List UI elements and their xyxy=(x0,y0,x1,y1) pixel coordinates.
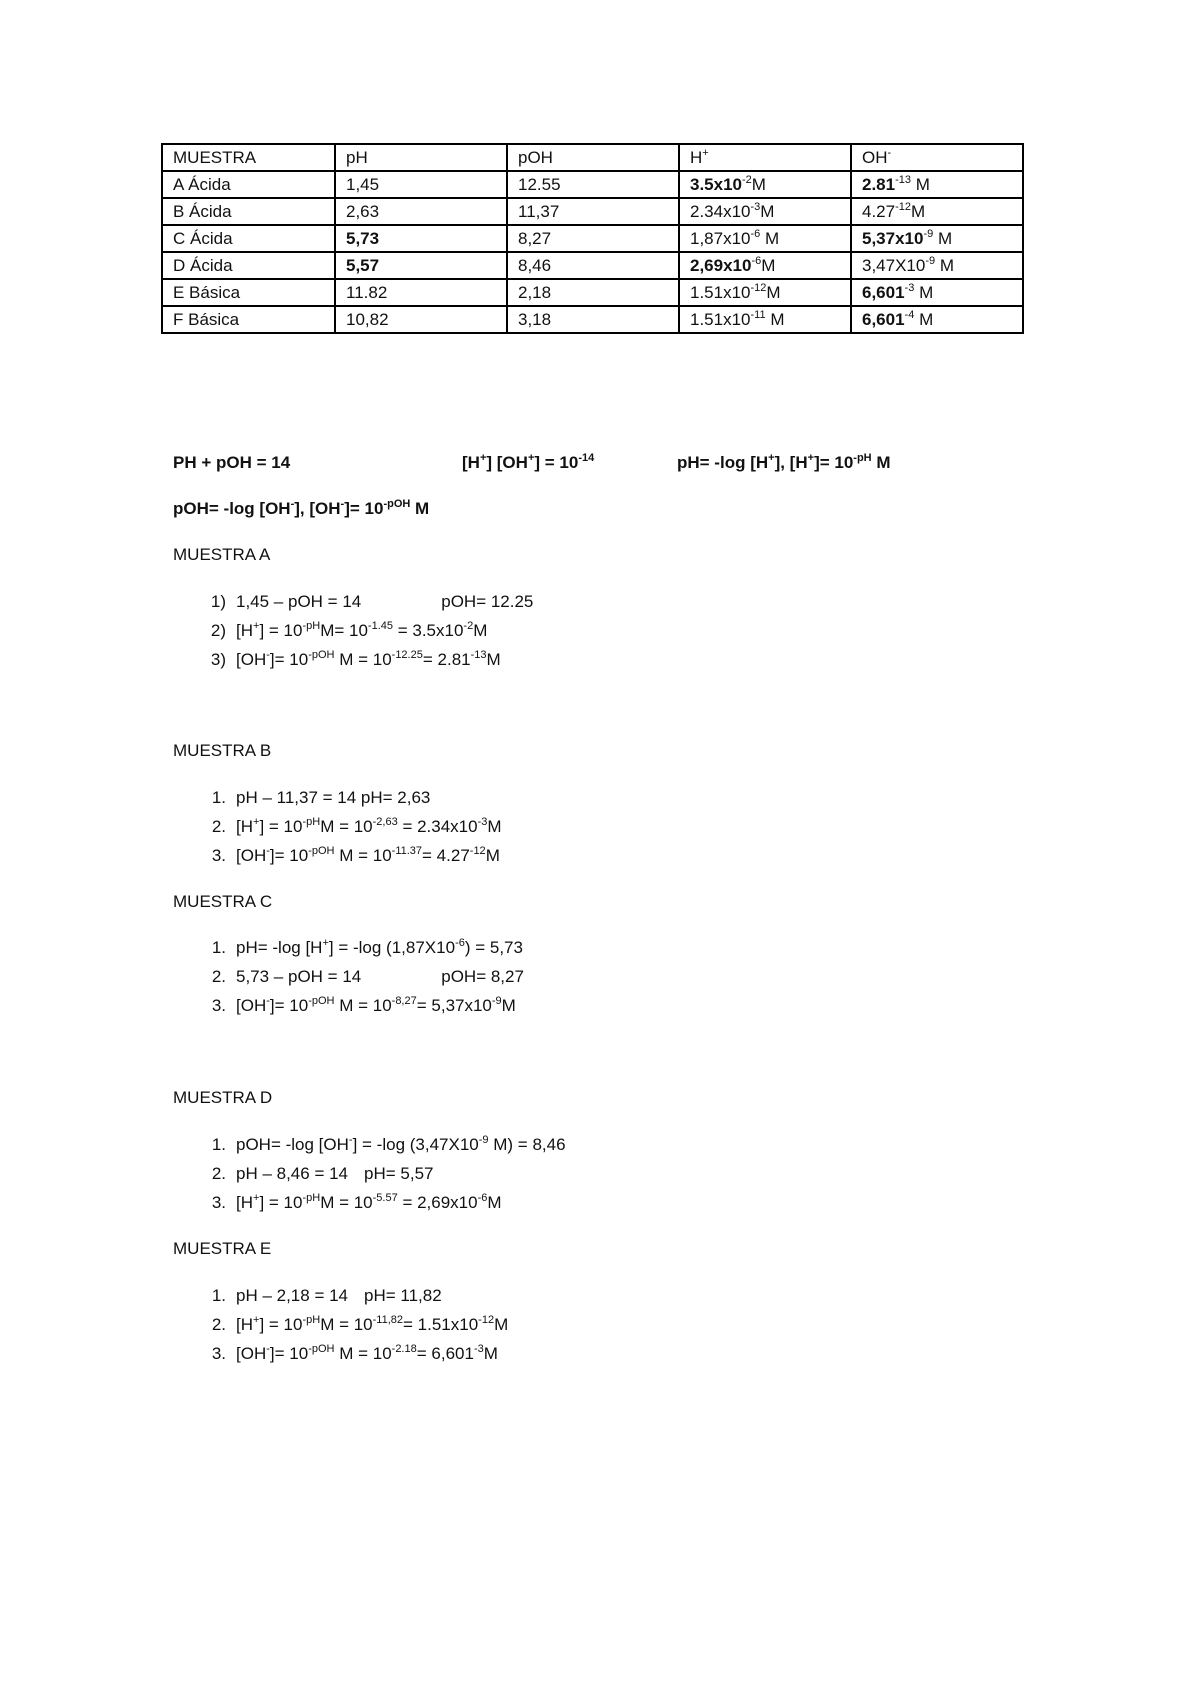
document-page: MUESTRA pH pOH H+ OH- A Ácida 1,45 12.55 $3.5x10^{-2}M$ $2.81^{-13}$ M B Ácida 2,63 11,37 $2.34x10^{-3}M$ $4.27^{-12}M$ C Ácida 5,73 8,27 $1,87x10^{-6}$ M $5,37x10^{-9}$ M D Ácida 5,57 8,46 $2,69x10^{-6}M$ $3,47X10^{-9}$ M E Básica 11.82 2,18 $1.51x10^{-12}M$ $6,601^{-3}$ M F Básica 10,82 3,18 $1.51x10^{-11}$ M $6,601^{-4}$ M PH + pOH = 14 [H+] $[OH^+] = 10^{-14}$ pH= -log [H+], $[H^+]= 10^{-pH}$ M pOH= -log [OH-], $[OH^-]= 10^{-pOH}$ M MUESTRA A 1) 1,45 – pOH = 14 pOH= 12.25 2) $[H^+] = 10^{-pH}M= 10^{-1.45} = 3.5x10^{-2}M$ 3) $[OH^-]= 10^{-pOH}$ $M = 10^{-12.25}= 2.81^{-13}M$ MUESTRA B 1. pH – 11,37 = 14 pH= 2,63 2. $[H^+] = 10^{-pH}M = 10^{-2,63} = 2.34x10^{-3}M$ 3. $[OH^-]= 10^{-pOH}$ $M = 10^{-11.37}= 4.27^{-12}M$ MUESTRA C 1. pH= -log [H+] = -log $(1,87X10^{-6}) = 5,73$ 2. 5,73 – pOH = 14 pOH= 8,27 3. $[OH^-]= 10^{-pOH}$ $M = 10^{-8,27}= 5,37x10^{-9}M$ MUESTRA D 1. pOH= -log [OH-] = -log ($3,47X10^{-9}$ M) = 8,46 2. pH – 8,46 = 14 pH= 5,57 3. $[H^+] = 10^{-pH}M = 10^{-5.57} = 2,69x10^{-6}M$ MUESTRA E 1. pH – 2,18 = 14 pH= 11,82 2. $[H^+] = 10^{-pH}M = 10^{-11,82}= 1.51x10^{-12}M$ 3. $[OH^-]= 10^{-pOH}$ $M = 10^{-2.18}= 6,601^{-3}M$ xyxy=(0,0,1200,1698)
section-title-muestra-d: MUESTRA D xyxy=(173,1088,273,1107)
cell-ph: 5,57 xyxy=(335,252,507,279)
cell-oh: $2.81^{-13}$ M xyxy=(851,171,1023,198)
cell-h: $2.34x10^{-3}M$ xyxy=(679,198,851,225)
cell-poh: 11,37 xyxy=(507,198,679,225)
formula-ph-definition: pH= -log [H+], $[H^+]= 10^{-pH}$ M xyxy=(677,452,891,472)
formula-ion-product: [H+] $[OH^+] = 10^{-14}$ xyxy=(462,452,595,472)
formula-ph-poh-sum: PH + pOH = 14 xyxy=(173,453,291,472)
cell-muestra: B Ácida xyxy=(162,198,335,225)
header-cell-muestra: MUESTRA xyxy=(162,144,335,171)
cell-poh: 2,18 xyxy=(507,279,679,306)
cell-poh: 8,27 xyxy=(507,225,679,252)
cell-oh: $4.27^{-12}M$ xyxy=(851,198,1023,225)
table-row xyxy=(162,171,1023,198)
cell-ph: 5,73 xyxy=(335,225,507,252)
header-cell-ph: pH xyxy=(335,144,507,171)
cell-h: $2,69x10^{-6}M$ xyxy=(679,252,851,279)
cell-ph: 2,63 xyxy=(335,198,507,225)
cell-h: $1.51x10^{-12}M$ xyxy=(679,279,851,306)
cell-poh: 12.55 xyxy=(507,171,679,198)
table-row xyxy=(162,198,1023,225)
cell-h: $1,87x10^{-6}$ M xyxy=(679,225,851,252)
cell-h: $1.51x10^{-11}$ M xyxy=(679,306,851,333)
formula-poh-definition: pOH= -log [OH-], $[OH^-]= 10^{-pOH}$ M xyxy=(173,498,430,518)
table-row xyxy=(162,225,1023,252)
header-cell-poh: pOH xyxy=(507,144,679,171)
cell-h: $3.5x10^{-2}M$ xyxy=(679,171,851,198)
cell-oh: $5,37x10^{-9}$ M xyxy=(851,225,1023,252)
cell-muestra: A Ácida xyxy=(162,171,335,198)
section-title-muestra-e: MUESTRA E xyxy=(173,1239,272,1258)
cell-ph: 1,45 xyxy=(335,171,507,198)
cell-oh: $3,47X10^{-9}$ M xyxy=(851,252,1023,279)
cell-poh: 3,18 xyxy=(507,306,679,333)
table-row xyxy=(162,279,1023,306)
cell-muestra: C Ácida xyxy=(162,225,335,252)
cell-ph: 11.82 xyxy=(335,279,507,306)
results-table xyxy=(161,143,1024,334)
cell-oh: $6,601^{-3}$ M xyxy=(851,279,1023,306)
cell-muestra: D Ácida xyxy=(162,252,335,279)
table-row xyxy=(162,306,1023,333)
section-title-muestra-a: MUESTRA A xyxy=(173,545,271,564)
cell-muestra: F Básica xyxy=(162,306,335,333)
table-row xyxy=(162,252,1023,279)
cell-muestra: E Básica xyxy=(162,279,335,306)
header-cell-h: H+ xyxy=(679,144,851,171)
section-title-muestra-c: MUESTRA C xyxy=(173,892,273,911)
table-header-row xyxy=(162,144,1023,171)
header-cell-oh: OH- xyxy=(851,144,1023,171)
cell-oh: $6,601^{-4}$ M xyxy=(851,306,1023,333)
section-title-muestra-b: MUESTRA B xyxy=(173,741,272,760)
cell-poh: 8,46 xyxy=(507,252,679,279)
cell-ph: 10,82 xyxy=(335,306,507,333)
